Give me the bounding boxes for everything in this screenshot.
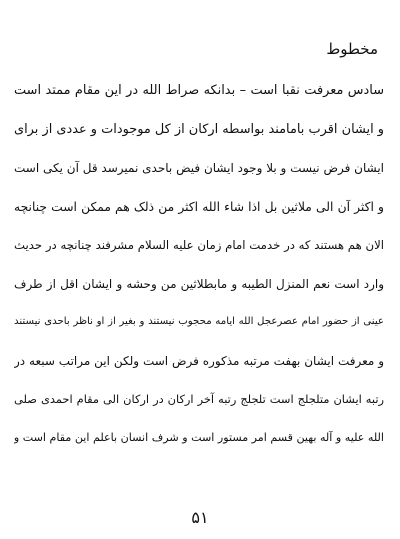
text-line-7: عینی از حضور امام عصرعجل الله ایامه محجوب نیستند و بغیر از او ناظر باحدی نیستند: [14, 316, 384, 327]
text-line-4: و اکثر آن الی ملاثین بل اذا شاء الله اکثر من ذلک هم ممکن است چنانچه: [14, 199, 384, 214]
text-line-5: الان هم هستند که در خدمت امام زمان علیه السلام مشرفند چنانچه در حدیث: [14, 238, 384, 252]
text-line-1: سادس معرفت نقبا است – بدانکه صراط الله در این مقام ممتد است: [14, 83, 384, 98]
page-number: ۵۱: [191, 508, 209, 527]
text-line-10: الله علیه و آله بهین قسم امر مستور است و شرف انسان باعلم این مقام است و: [14, 430, 384, 444]
header-note: مخطوط: [326, 40, 378, 58]
text-line-6: وارد است نعم المنزل الطیبه و مابطلاثین من وحشه و ایشان اقل از طرف: [14, 276, 384, 291]
text-line-3: ایشان فرض نیست و بلا وجود ایشان فیض باحدی نمیرسد قل آن یکی است: [14, 161, 384, 175]
text-line-2: و ایشان اقرب بامامند بواسطه ارکان از کل موجودات و عددی از برای: [14, 121, 384, 137]
text-line-9: رتبه ایشان متلجلج است تلجلج رتبه آخر ارکان در ارکان الی مقام احمدی صلی: [14, 392, 384, 406]
body-text: [14, 72, 384, 457]
text-line-8: و معرفت ایشان بهفت مرتبه مذکوره فرض است ولکن این مراتب سبعه در: [14, 353, 384, 368]
